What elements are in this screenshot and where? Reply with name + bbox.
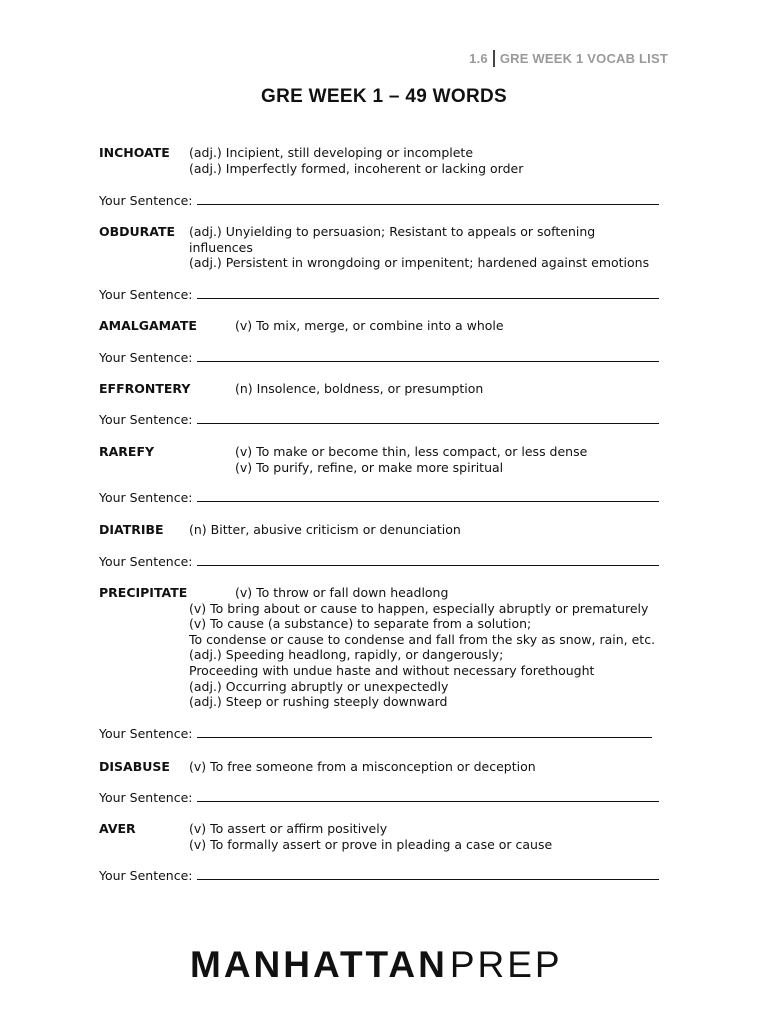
definitions: [235, 381, 483, 397]
sentence-label: Your Sentence:: [99, 412, 193, 427]
sentence-prompt: [99, 193, 659, 209]
sentence-label: Your Sentence:: [99, 554, 193, 569]
definition: (v) To throw or fall down headlong: [235, 585, 449, 600]
definition: (v) To free someone from a misconception or deception: [189, 759, 536, 774]
header-title: GRE WEEK 1 VOCAB LIST: [499, 51, 668, 66]
logo-bold-text: MANHATTAN: [190, 944, 448, 985]
definition: (n) Insolence, boldness, or presumption: [235, 381, 484, 396]
sentence-prompt: [99, 287, 659, 303]
vocab-word: AMALGAMATE: [99, 318, 197, 333]
definition: (v) To bring about or cause to happen, especially abruptly or prematurely: [189, 600, 649, 616]
sentence-blank[interactable]: [197, 790, 659, 802]
sentence-label: Your Sentence:: [99, 490, 193, 505]
definition: (v) To assert or affirm positively: [189, 821, 388, 836]
sentence-prompt: [99, 726, 652, 742]
definition: (v) To mix, merge, or combine into a whole: [235, 318, 504, 333]
sentence-blank[interactable]: [197, 490, 659, 502]
sentence-prompt: [99, 490, 659, 506]
sentence-blank[interactable]: [197, 350, 659, 362]
sentence-prompt: [99, 790, 659, 806]
sentence-label: Your Sentence:: [99, 350, 193, 365]
definitions: [189, 522, 461, 538]
definition: (n) Bitter, abusive criticism or denunciation: [189, 522, 461, 537]
header-divider: [493, 50, 495, 67]
definition: (v) To formally assert or prove in pleading a case or cause: [189, 836, 553, 852]
vocab-word: EFFRONTERY: [99, 381, 191, 396]
definition: (adj.) Occurring abruptly or unexpectedly: [189, 678, 449, 694]
definition: Proceeding with undue haste and without necessary forethought: [189, 662, 595, 678]
sentence-label: Your Sentence:: [99, 726, 193, 741]
definition: (adj.) Persistent in wrongdoing or impenitent; hardened against emotions: [189, 255, 650, 271]
vocab-word: PRECIPITATE: [99, 585, 188, 600]
sentence-prompt: [99, 350, 659, 366]
vocab-word: AVER: [99, 821, 136, 836]
definition: To condense or cause to condense and fall from the sky as snow, rain, etc.: [189, 631, 656, 647]
definitions: [189, 145, 523, 176]
logo-light-text: PREP: [449, 944, 563, 985]
vocab-word: DIATRIBE: [99, 522, 164, 537]
definition: (adj.) Speeding headlong, rapidly, or dangerously;: [189, 647, 504, 663]
definitions: [189, 759, 536, 775]
sentence-blank[interactable]: [197, 287, 659, 299]
sentence-blank[interactable]: [197, 193, 659, 205]
sentence-label: Your Sentence:: [99, 287, 193, 302]
vocab-word: RAREFY: [99, 444, 155, 459]
running-header: [469, 50, 668, 67]
definitions: [235, 318, 504, 334]
definition: (adj.) Incipient, still developing or incomplete: [189, 145, 474, 160]
sentence-blank[interactable]: [197, 868, 659, 880]
sentence-blank[interactable]: [197, 412, 659, 424]
sentence-prompt: [99, 868, 659, 884]
definitions: [235, 444, 587, 475]
vocab-word: DISABUSE: [99, 759, 170, 774]
sentence-label: Your Sentence:: [99, 193, 193, 208]
definitions: [235, 585, 448, 601]
vocab-word: OBDURATE: [99, 224, 176, 239]
definition: (adj.) Steep or rushing steeply downward: [189, 694, 448, 710]
definitions: [189, 821, 552, 852]
definition: (v) To make or become thin, less compact, or less dense: [235, 444, 588, 459]
manhattan-prep-logo: [190, 944, 563, 986]
sentence-label: Your Sentence:: [99, 868, 193, 883]
vocab-word: INCHOATE: [99, 145, 170, 160]
definition: influences: [189, 239, 253, 255]
sentence-prompt: [99, 412, 659, 428]
sentence-label: Your Sentence:: [99, 790, 193, 805]
page-title: GRE WEEK 1 – 49 WORDS: [261, 86, 507, 107]
definitions: [189, 601, 655, 710]
sentence-prompt: [99, 554, 659, 570]
definition: (v) To cause (a substance) to separate from a solution;: [189, 616, 532, 632]
definitions: [189, 224, 649, 271]
definition: (adj.) Imperfectly formed, incoherent or lacking order: [189, 160, 524, 176]
section-number: 1.6: [469, 51, 488, 66]
sentence-blank[interactable]: [197, 726, 652, 738]
definition: (v) To purify, refine, or make more spiritual: [235, 459, 504, 475]
sentence-blank[interactable]: [197, 554, 659, 566]
definition: (adj.) Unyielding to persuasion; Resistant to appeals or softening: [189, 224, 596, 239]
